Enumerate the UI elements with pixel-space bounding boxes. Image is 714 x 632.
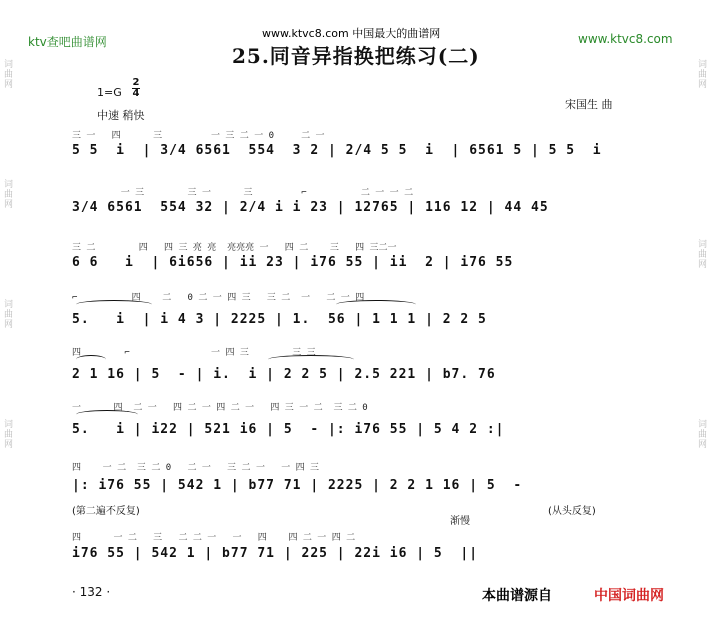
repeat-note: (第二遍不反复)	[72, 506, 140, 517]
staff-line-4	[68, 290, 636, 332]
fingering-line: 四 一 二 三 二 0 二 一 三 二 一 一 四 三	[72, 463, 320, 473]
site-link-left[interactable]: ktv查吧曲谱网	[28, 35, 107, 49]
staff-line-1	[68, 128, 636, 164]
slur-mark	[268, 355, 354, 364]
notation-line: 5 5 i | 3/4 6561 554 3 2 | 2/4 5 5 i | 6561 5 | 5 5 i	[72, 143, 602, 158]
notation-line: 3/4 6561 554 32 | 2/4 i i 23 | 12765 | 116 12 | 44 45	[72, 200, 549, 215]
tempo-change-note: 渐慢	[450, 516, 470, 527]
source-site-link[interactable]: 中国词曲网	[594, 588, 664, 604]
watermark-right-3: 词 曲 网	[698, 420, 708, 450]
composer-credit: 宋国生 曲	[565, 98, 613, 111]
notation-line: 5. i | i 4 3 | 2225 | 1. 56 | 1 1 1 | 2 2 5	[72, 312, 487, 327]
watermark-left: 词 曲 网	[4, 60, 14, 90]
page-number: · 132 ·	[72, 585, 111, 599]
staff-line-5	[68, 345, 636, 387]
fingering-line: 四 ⌐ 一 四 三 三 三	[72, 348, 316, 358]
site-link-right[interactable]: www.ktvc8.com	[578, 32, 673, 46]
watermark-left-3: 词 曲 网	[4, 300, 14, 330]
notation-line: 5. i | i22 | 521 i6 | 5 - |: i76 55 | 5 4 2 :|	[72, 422, 505, 437]
repeat-from-start-note: (从头反复)	[548, 506, 596, 517]
fingering-line: ⌐ 四 二 0 二 一 四 三 三 二 一 二 一 四	[72, 293, 365, 303]
fingering-line: 一 四 二 一 四 二 一 四 二 一 四 三 一 二 三 二 0	[72, 403, 368, 413]
fingering-line: 四 一 二 三 二 二 一 一 四 四 二 一 四 二	[72, 533, 356, 543]
notation-line: 6 6 i | 6i656 | ii 23 | i76 55 | ii 2 | i76 55	[72, 255, 514, 270]
tempo-marking: 中速 稍快	[97, 109, 145, 122]
notation-line: 2 1 16 | 5 - | i. i | 2 2 5 | 2.5 221 | b7. 76	[72, 367, 496, 382]
watermark-right-2: 词 曲 网	[698, 240, 708, 270]
time-signature: 2 4	[132, 77, 140, 99]
fingering-line: 一 三 三 一 三 ⌐ 二 一 一 二	[72, 188, 414, 198]
slur-mark	[76, 410, 138, 419]
watermark-left-2: 词 曲 网	[4, 180, 14, 210]
staff-line-3	[68, 240, 636, 276]
staff-line-7	[68, 460, 636, 500]
staff-line-2	[68, 185, 636, 221]
slur-mark	[336, 300, 416, 309]
slur-mark	[76, 300, 152, 309]
notation-line: |: i76 55 | 542 1 | b77 71 | 2225 | 2 2 1 16 | 5 -	[72, 478, 523, 493]
site-banner: www.ktvc8.com 中国最大的曲谱网	[262, 27, 441, 40]
fingering-line: 三 二 四 四 三 亮 亮 亮亮亮 一 四 二 三 四 三二一	[72, 243, 397, 253]
notation-line: i76 55 | 542 1 | b77 71 | 225 | 22i i6 | 5 ||	[72, 546, 479, 561]
slur-mark	[76, 355, 106, 364]
page-title: 25.同音异指换把练习(二)	[232, 44, 480, 68]
source-label: 本曲谱源自	[482, 588, 552, 604]
key-signature: 1=G	[97, 86, 122, 99]
staff-line-6	[68, 400, 636, 442]
watermark-right: 词 曲 网	[698, 60, 708, 90]
fingering-line: 三 一 四 三 一 三 二 一 0 二 一	[72, 131, 325, 141]
watermark-left-4: 词 曲 网	[4, 420, 14, 450]
staff-line-8	[68, 530, 636, 570]
